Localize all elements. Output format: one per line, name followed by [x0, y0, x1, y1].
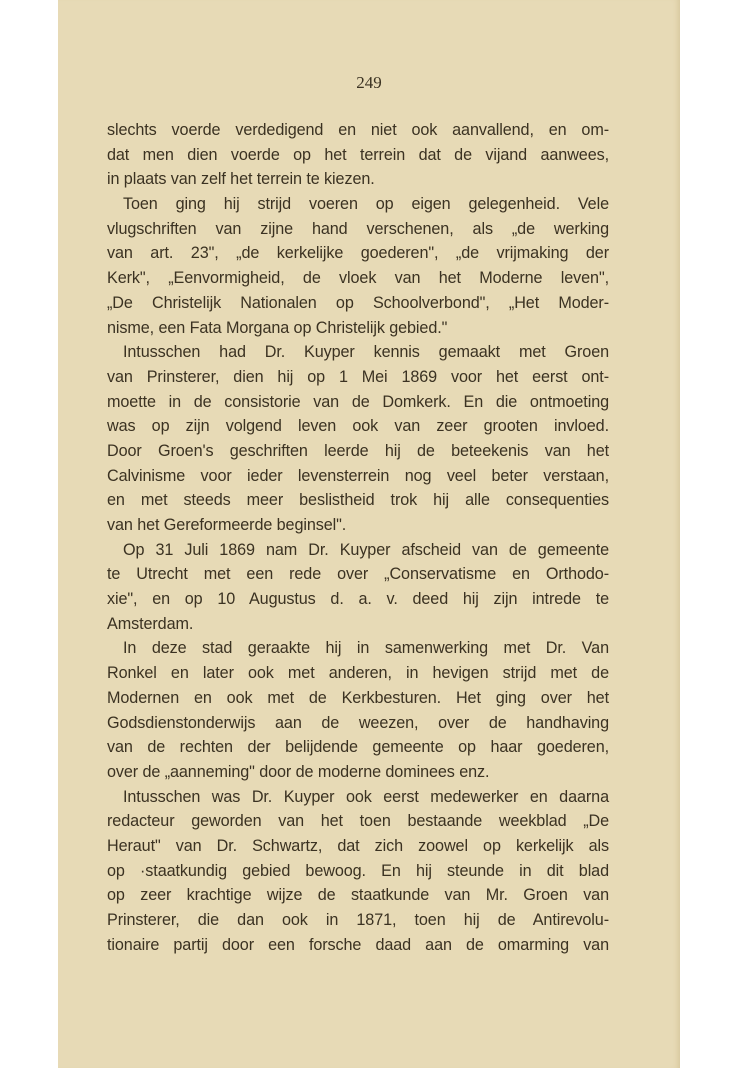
- text-line: moette in de consistorie van de Domkerk. En die ontmoeting: [107, 392, 609, 411]
- text-line: Door Groen's geschriften leerde hij de beteekenis van het: [107, 441, 609, 460]
- text-line: van het Gereformeerde beginsel".: [107, 516, 347, 534]
- text-line: Ronkel en later ook met anderen, in hevigen strijd met de: [107, 664, 609, 683]
- text-line: xie", en op 10 Augustus d. a. v. deed hij zijn intrede te: [107, 590, 609, 609]
- text-line: Intusschen had Dr. Kuyper kennis gemaakt met Groen: [123, 343, 609, 362]
- text-line: redacteur geworden van het toen bestaande weekblad „De: [107, 812, 609, 831]
- text-line: en met steeds meer beslistheid trok hij alle consequenties: [107, 491, 609, 510]
- text-line: was op zijn volgend leven ook van zeer grooten invloed.: [107, 417, 609, 436]
- text-line: Intusschen was Dr. Kuyper ook eerst medewerker en daarna: [123, 787, 609, 806]
- text-line: Godsdienstonderwijs aan de weezen, over de handhaving: [107, 713, 609, 732]
- text-line: vlugschriften van zijne hand verschenen, als „de werking: [107, 219, 609, 238]
- text-line: Amsterdam.: [107, 614, 194, 633]
- text-line: Toen ging hij strijd voeren op eigen gelegenheid. Vele: [123, 195, 609, 214]
- text-line: nisme, een Fata Morgana op Christelijk gebied.": [107, 318, 448, 337]
- text-line: Calvinisme voor ieder levensterrein nog veel beter verstaan,: [107, 466, 609, 485]
- text-line: op ·staatkundig gebied bewoog. En hij steunde in dit blad: [107, 861, 609, 880]
- text-line: van de rechten der belijdende gemeente op haar goederen,: [107, 738, 609, 757]
- text-line: over de „aanneming" door de moderne dominees enz.: [107, 762, 490, 781]
- text-line: Modernen en ook met de Kerkbesturen. Het ging over het: [107, 688, 609, 707]
- text-line: slechts voerde verdedigend en niet ook aanvallend, en om-: [107, 121, 609, 139]
- text-line: op zeer krachtige wijze de staatkunde van Mr. Groen van: [107, 886, 609, 905]
- text-line: van Prinsterer, dien hij op 1 Mei 1869 voor het eerst ont-: [107, 367, 609, 386]
- text-line: dat men dien voerde op het terrein dat de vijand aanwees,: [107, 145, 609, 164]
- page-number: 249: [356, 73, 382, 92]
- text-line: Prinsterer, die dan ook in 1871, toen hij de Antirevolu-: [107, 911, 609, 929]
- book-page: [58, 0, 680, 1068]
- text-line: Heraut" van Dr. Schwartz, dat zich zoowel op kerkelijk als: [107, 836, 609, 855]
- body-text: [107, 118, 609, 957]
- text-line: te Utrecht met een rede over „Conservatisme en Orthodo-: [107, 565, 609, 584]
- text-line: In deze stad geraakte hij in samenwerking met Dr. Van: [123, 639, 609, 658]
- text-line: Op 31 Juli 1869 nam Dr. Kuyper afscheid van de gemeente: [123, 540, 609, 559]
- text-line: van art. 23", „de kerkelijke goederen", „de vrijmaking der: [107, 244, 609, 263]
- text-line: in plaats van zelf het terrein te kiezen.: [107, 170, 375, 189]
- text-line: Kerk", „Eenvormigheid, de vloek van het Moderne leven",: [107, 269, 609, 288]
- text-line: tionaire partij door een forsche daad aan de omarming van: [107, 935, 609, 954]
- text-line: „De Christelijk Nationalen op Schoolverbond", „Het Moder-: [107, 293, 609, 312]
